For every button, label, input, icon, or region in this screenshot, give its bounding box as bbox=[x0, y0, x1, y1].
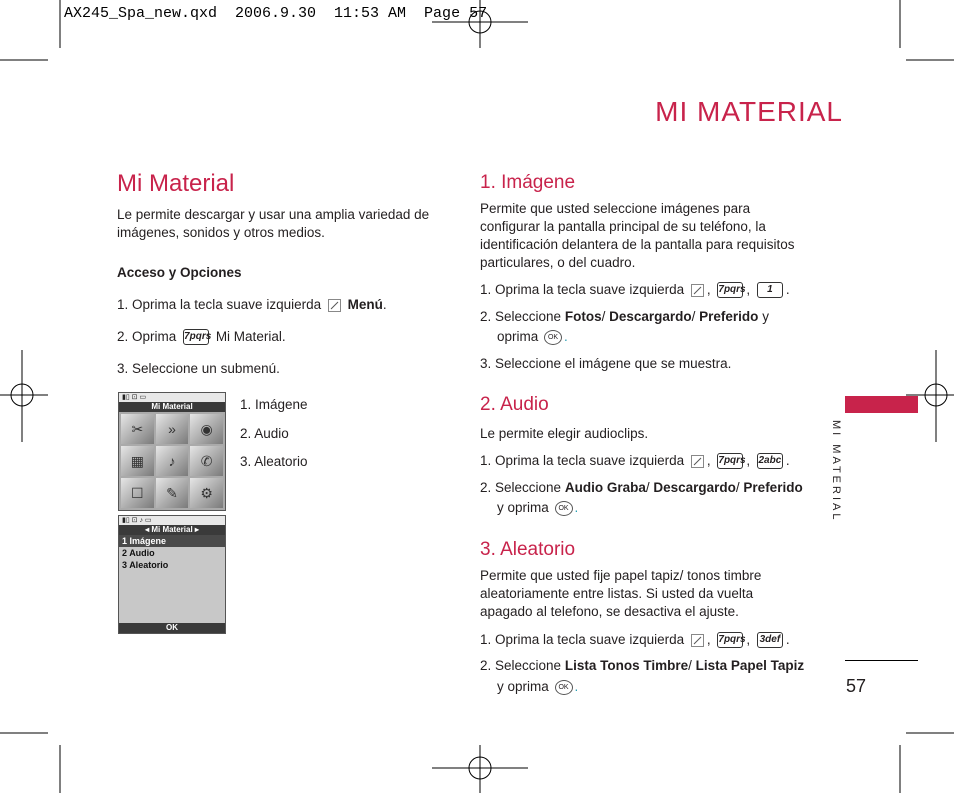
grid-icon: ⚙ bbox=[190, 478, 223, 508]
grid-icon: ☐ bbox=[121, 478, 154, 508]
key-7-icon: 7pqrs bbox=[717, 282, 743, 298]
submenu-item: 2. Audio bbox=[240, 425, 289, 441]
imagene-step-2b: oprima OK . bbox=[497, 329, 568, 344]
imagene-step-3: 3. Seleccione el imágene que se muestra. bbox=[480, 356, 732, 371]
grid-icon: ✂ bbox=[121, 414, 154, 444]
option-label: Preferido bbox=[743, 480, 803, 495]
submenu-list bbox=[240, 391, 308, 477]
menu-label: Menú bbox=[347, 297, 383, 312]
step-text: 1. Oprima la tecla suave izquierda bbox=[480, 632, 685, 647]
left-softkey-icon bbox=[328, 299, 341, 312]
imagene-desc: Permite que usted seleccione imágenes para configurar la pantalla principal de su teléfono, la identificación delantera de la pantalla para requisitos particulares, o del cuadro. bbox=[480, 201, 795, 270]
grid-icon: ♪ bbox=[156, 446, 189, 476]
option-label: Fotos bbox=[564, 309, 602, 324]
aleatorio-step-2: 2. Seleccione Lista Tonos Timbre/ Lista Papel Tapiz bbox=[480, 658, 805, 673]
item-label: Imágene bbox=[129, 536, 167, 546]
audio-step-2: 2. Seleccione Audio Graba/ Descargardo/ Preferido bbox=[480, 480, 803, 495]
step-text: 1. Oprima la tecla suave izquierda bbox=[480, 282, 685, 297]
grid-icon: ✆ bbox=[190, 446, 223, 476]
step-text: 2. Seleccione bbox=[480, 480, 562, 495]
screen-title: ◂ Mi Material ▸ bbox=[119, 525, 225, 535]
screen-list-item bbox=[119, 547, 225, 559]
option-label: Lista Tonos Timbre bbox=[564, 658, 689, 673]
key-3-icon: 3def bbox=[757, 632, 783, 648]
ok-key-icon: OK bbox=[555, 680, 573, 695]
grid-icon: ✎ bbox=[156, 478, 189, 508]
aleatorio-step-1: 1. Oprima la tecla suave izquierda , 7pqrs, 3def . bbox=[480, 632, 790, 647]
option-label: Audio Graba bbox=[564, 480, 646, 495]
imagene-step-1: 1. Oprima la tecla suave izquierda , 7pqrs, 1 . bbox=[480, 282, 790, 297]
option-label: Lista Papel Tapiz bbox=[695, 658, 805, 673]
side-tab-label: MI MATERIAL bbox=[830, 420, 842, 523]
print-header: AX245_Spa_new.qxd 2006.9.30 11:53 AM Page 57 bbox=[64, 5, 488, 22]
left-softkey-icon bbox=[691, 455, 704, 468]
page-number: 57 bbox=[846, 676, 867, 696]
status-bar: ▮▯ ⊡ ▭ bbox=[119, 393, 225, 402]
option-label: Preferido bbox=[699, 309, 759, 324]
step-text: y bbox=[762, 309, 769, 324]
submenu-item: 3. Aleatorio bbox=[240, 454, 308, 469]
aleatorio-heading: 3. Aleatorio bbox=[480, 539, 576, 560]
key-2-icon: 2abc bbox=[757, 453, 783, 469]
phone-screen-grid bbox=[118, 392, 226, 511]
screen-title: Mi Material bbox=[119, 402, 225, 412]
ok-key-icon: OK bbox=[544, 330, 562, 345]
audio-desc: Le permite elegir audioclips. bbox=[480, 426, 649, 441]
step-text: 1. Oprima la tecla suave izquierda bbox=[480, 453, 685, 468]
screen-softkey: OK bbox=[119, 623, 225, 633]
imagene-step-2: 2. Seleccione Fotos/ Descargardo/ Preferido y bbox=[480, 309, 769, 324]
page-rule bbox=[845, 660, 918, 661]
icon-grid bbox=[119, 412, 225, 510]
grid-icon: » bbox=[156, 414, 189, 444]
item-label: Aleatorio bbox=[129, 560, 169, 570]
option-label: Descargardo bbox=[609, 309, 692, 324]
audio-step-2b: y oprima OK . bbox=[497, 500, 579, 515]
option-label: Descargardo bbox=[653, 480, 736, 495]
step-text: oprima bbox=[497, 329, 539, 344]
aleatorio-desc: Permite que usted fije papel tapiz/ tonos timbre aleatoriamente entre listas. Si usted da vuelta apagado al telefono, se desactiva el ajuste. bbox=[480, 568, 762, 619]
key-7-icon: 7pqrs bbox=[183, 329, 209, 345]
running-title: MI MATERIAL bbox=[655, 96, 843, 127]
item-num: 3 bbox=[122, 560, 128, 570]
imagene-heading: 1. Imágene bbox=[480, 172, 576, 193]
ok-key-icon: OK bbox=[555, 501, 573, 516]
left-softkey-icon bbox=[691, 634, 704, 647]
left-step-3: 3. Seleccione un submenú. bbox=[117, 361, 280, 376]
mi-material-label: Mi Material bbox=[215, 329, 282, 344]
phone-screen-list bbox=[118, 515, 226, 634]
audio-step-1: 1. Oprima la tecla suave izquierda , 7pqrs, 2abc . bbox=[480, 453, 790, 468]
grid-icon: ◉ bbox=[190, 414, 223, 444]
screen-list-item bbox=[119, 535, 225, 547]
grid-icon: ▦ bbox=[121, 446, 154, 476]
section-heading: Mi Material bbox=[117, 170, 235, 197]
screen-list-item bbox=[119, 559, 225, 571]
left-softkey-icon bbox=[691, 284, 704, 297]
item-label: Audio bbox=[129, 548, 155, 558]
section-intro: Le permite descargar y usar una amplia variedad de imágenes, sonidos y otros medios. bbox=[117, 207, 430, 240]
key-7-icon: 7pqrs bbox=[717, 632, 743, 648]
step-text: 1. Oprima la tecla suave izquierda bbox=[117, 297, 322, 312]
left-step-2: 2. Oprima 7pqrs Mi Material. bbox=[117, 329, 286, 344]
key-1-icon: 1 bbox=[757, 282, 783, 298]
item-num: 1 bbox=[122, 536, 128, 546]
audio-heading: 2. Audio bbox=[480, 394, 549, 415]
status-bar: ▮▯ ⊡ ♪ ▭ bbox=[119, 516, 225, 525]
aleatorio-step-2b: y oprima OK . bbox=[497, 679, 579, 694]
access-heading: Acceso y Opciones bbox=[117, 265, 242, 280]
key-7-icon: 7pqrs bbox=[717, 453, 743, 469]
step-text: 2. Oprima bbox=[117, 329, 177, 344]
step-text: y oprima bbox=[497, 679, 549, 694]
item-num: 2 bbox=[122, 548, 128, 558]
left-step-1: 1. Oprima la tecla suave izquierda Menú. bbox=[117, 297, 387, 312]
submenu-item: 1. Imágene bbox=[240, 397, 308, 412]
screen-title-text: Mi Material bbox=[151, 525, 193, 534]
step-text: 2. Seleccione bbox=[480, 309, 562, 324]
side-tab-bar bbox=[845, 396, 918, 413]
step-text: 2. Seleccione bbox=[480, 658, 562, 673]
step-text: y oprima bbox=[497, 500, 549, 515]
